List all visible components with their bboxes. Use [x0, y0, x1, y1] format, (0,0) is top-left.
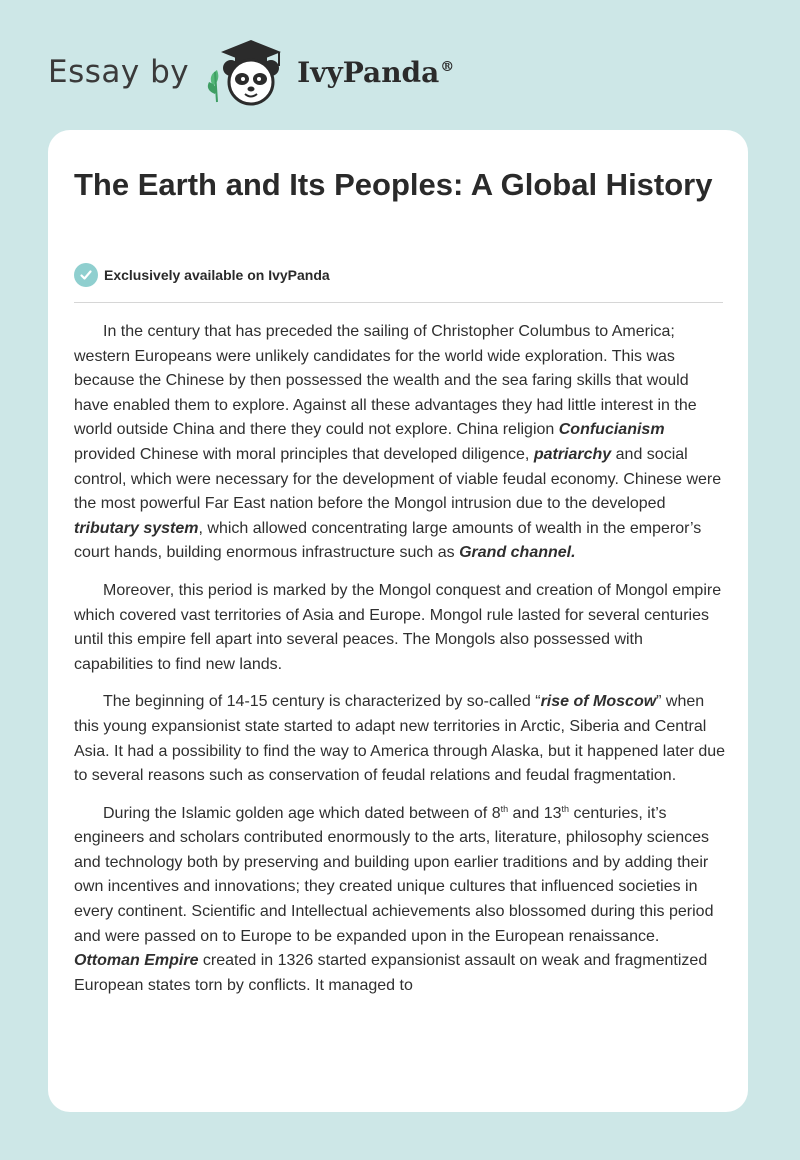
paragraph-3: The beginning of 14-15 century is characterized by so-called “rise of Moscow” when this young expansionist state started to adapt new territories in Arctic, Siberia and Central Asia. It had a possibility to find the way to America through Alaska, but it happened later due to several reasons such as conservation of feudal relations and feudal fragmentation.	[74, 693, 726, 785]
exclusive-badge	[74, 263, 330, 287]
brand-text: IvyPanda	[297, 55, 440, 89]
brand-name[interactable]	[297, 56, 454, 89]
registered-mark: ®	[440, 59, 455, 76]
paragraph-4: During the Islamic golden age which dated between of 8th and 13th centuries, it’s engineers and scholars contributed enormously to the arts, literature, philosophy sciences and technology both by preserving and building upon earlier traditions and by adding their own incentives and innovations; they created unique cultures that influenced societies in every continent. Scientific and Intellectual achievements also blossomed during this period and were passed on to Europe to be expanded upon in the European renaissance. Ottoman Empire created in 1326 started expansionist assault on weak and fragmentized European states torn by conflicts. It managed to	[74, 803, 714, 994]
essay-card	[48, 130, 748, 1112]
paragraph-1: In the century that has preceded the sailing of Christopher Columbus to America; western Europeans were unlikely candidates for the world wide exploration. This was because the Chinese by then possessed the wealth and the sea faring skills that would have enabled them to explore. Against all these advantages they had little interest in the world outside China and there they could not explore. China religion Confucianism provided Chinese with moral principles that developed diligence, patriarchy and social control, which were necessary for the development of viable feudal economy. Chinese were the most powerful Far East nation before the Mongol intrusion due to the developed tributary system, which allowed concentrating large amounts of wealth in the emperor’s court hands, building enormous infrastructure such as Grand channel.	[74, 323, 722, 562]
paragraph-2: Moreover, this period is marked by the Mongol conquest and creation of Mongol empire which covered vast territories of Asia and Europe. Mongol rule lasted for several centuries until this empire fell apart into several peaces. The Mongols also possessed with capabilities to find new lands.	[74, 581, 722, 673]
site-header	[48, 36, 454, 108]
exclusive-label: Exclusively available on IvyPanda	[104, 267, 330, 283]
term-tributary-system: tributary system	[74, 519, 199, 537]
term-confucianism: Confucianism	[558, 421, 665, 439]
term-grand-channel: Grand channel.	[459, 544, 576, 562]
term-rise-of-moscow: rise of Moscow	[540, 693, 657, 711]
term-patriarchy: patriarchy	[533, 445, 612, 463]
essay-by-label: Essay by	[48, 54, 190, 90]
term-ottoman-empire: Ottoman Empire	[74, 952, 199, 970]
panda-logo-icon[interactable]	[201, 36, 293, 108]
page-title: The Earth and Its Peoples: A Global History	[74, 167, 713, 202]
divider	[74, 302, 723, 303]
checkmark-icon	[74, 263, 98, 287]
essay-body	[74, 320, 726, 1011]
